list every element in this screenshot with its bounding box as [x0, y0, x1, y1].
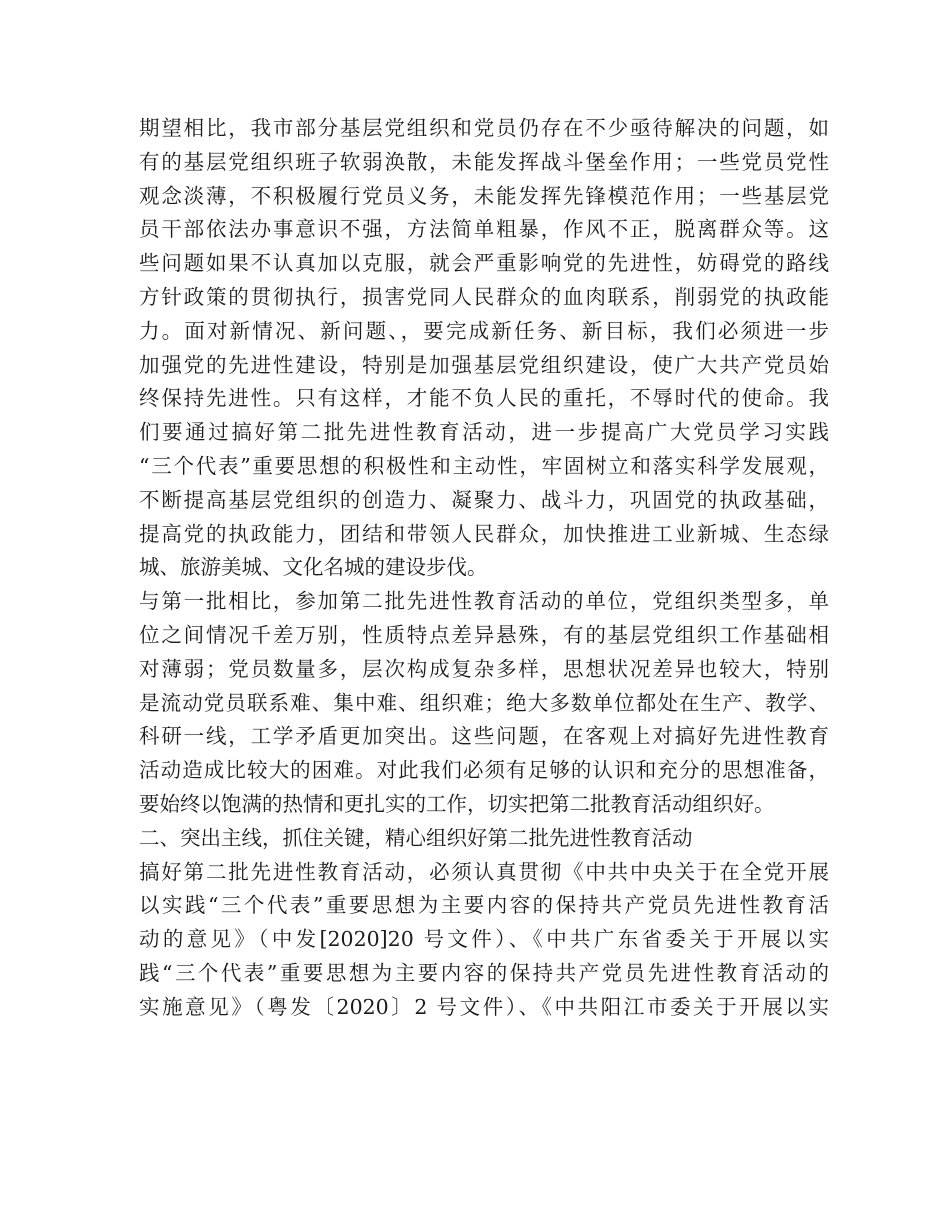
text-line: 期望相比，我市部分基层党组织和党员仍存在不少亟待解决的问题，如 [139, 116, 829, 140]
text-line: 方针政策的贯彻执行，损害党同人民群众的血肉联系，削弱党的执政能 [139, 284, 829, 309]
text-line: 员干部依法办事意识不强，方法简单粗暴，作风不正，脱离群众等。这 [139, 217, 829, 242]
text-line: 些问题如果不认真加以克服，就会严重影响党的先进性，妨碍党的路线 [139, 251, 829, 276]
text-line: 以实践“三个代表”重要思想为主要内容的保持共产党员先进性教育活 [139, 893, 829, 918]
text-line: 们要通过搞好第二批先进性教育活动，进一步提高广大党员学习实践 [139, 420, 829, 445]
text-line: 实施意见》（粤发〔2020〕2 号文件）、《中共阳江市委关于开展以实 [139, 994, 829, 1019]
text-line: 力。面对新情况、新问题、，要完成新任务、新目标，我们必须进一步 [139, 318, 829, 343]
text-line: 城、旅游美城、文化名城的建设步伐。 [139, 555, 488, 580]
section-heading: 二、突出主线，抓住关键，精心组织好第二批先进性教育活动 [139, 825, 693, 850]
text-line: 位之间情况千差万别，性质特点差异悬殊，有的基层党组织工作基础相 [139, 622, 829, 647]
text-line: 与第一批相比，参加第二批先进性教育活动的单位，党组织类型多，单 [139, 589, 829, 614]
text-line: 终保持先进性。只有这样，才能不负人民的重托，不辱时代的使命。我 [139, 386, 829, 411]
text-line: 践“三个代表”重要思想为主要内容的保持共产党员先进性教育活动的 [139, 960, 829, 985]
text-line: 有的基层党组织班子软弱涣散，未能发挥战斗堡垒作用；一些党员党性 [139, 149, 829, 174]
text-line: 要始终以饱满的热情和更扎实的工作，切实把第二批教育活动组织好。 [139, 791, 775, 816]
text-line: 加强党的先进性建设，特别是加强基层党组织建设，使广大共产党员始 [139, 352, 829, 377]
text-line: 是流动党员联系难、集中难、组织难；绝大多数单位都处在生产、教学、 [139, 690, 829, 715]
text-line: 搞好第二批先进性教育活动，必须认真贯彻《中共中央关于在全党开展 [139, 859, 829, 884]
text-line: “三个代表”重要思想的积极性和主动性，牢固树立和落实科学发展观， [139, 453, 829, 478]
text-line: 动的意见》（中发[2020]20 号文件）、《中共广东省委关于开展以实 [139, 927, 829, 952]
text-line: 提高党的执政能力，团结和带领人民群众，加快推进工业新城、生态绿 [139, 521, 829, 546]
text-line: 对薄弱；党员数量多，层次构成复杂多样，思想状况差异也较大，特别 [139, 656, 829, 681]
text-line: 活动造成比较大的困难。对此我们必须有足够的认识和充分的思想准备， [139, 758, 829, 783]
text-line: 观念淡薄，不积极履行党员义务，未能发挥先锋模范作用；一些基层党 [139, 183, 829, 208]
text-line: 不断提高基层党组织的创造力、凝聚力、战斗力，巩固党的执政基础， [139, 487, 829, 512]
document-body [139, 112, 829, 1025]
text-line: 科研一线，工学矛盾更加突出。这些问题，在客观上对搞好先进性教育 [139, 724, 829, 749]
